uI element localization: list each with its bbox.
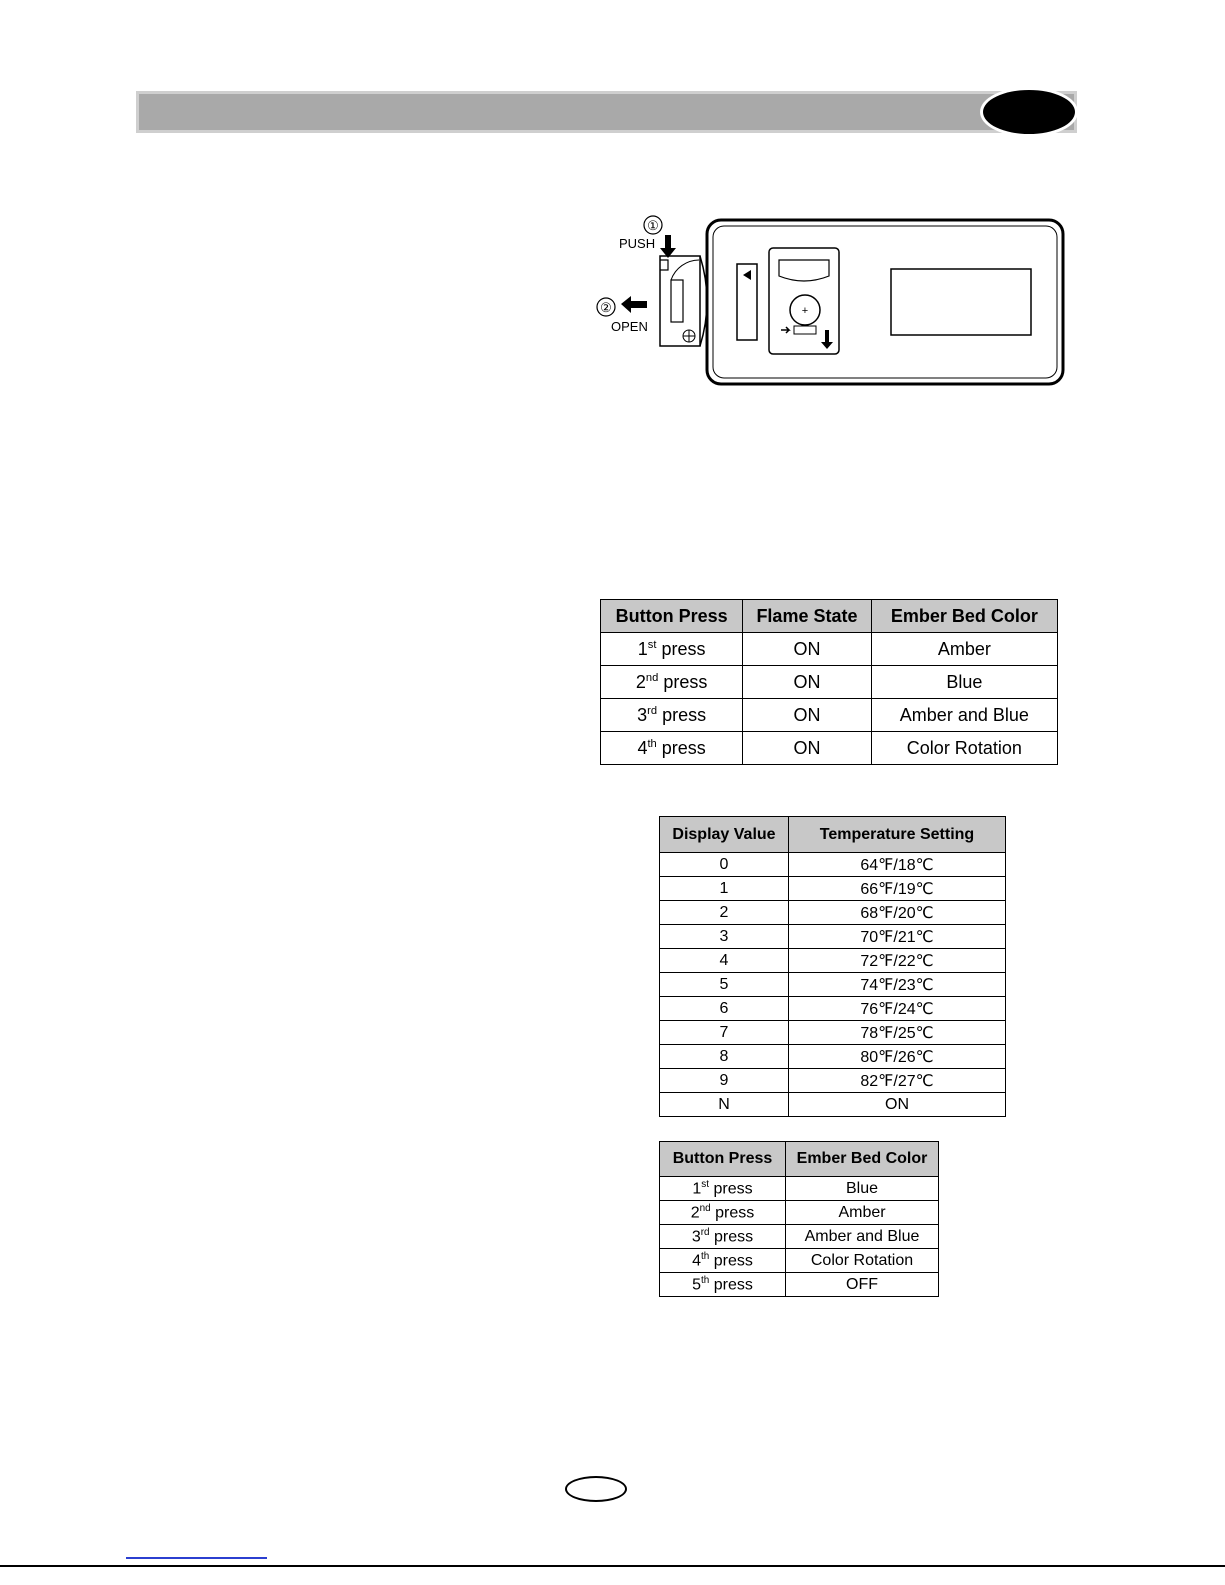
temperature-table [659,816,1006,1117]
flame-state-table [600,599,1058,765]
ember-bed-table [659,1141,939,1297]
table-header: Button Press [601,600,743,633]
table-row: 2nd press ON Blue [601,666,1058,699]
table-header: Ember Bed Color [786,1142,939,1177]
table-row: 3rd press ON Amber and Blue [601,699,1058,732]
footer-link-underline[interactable] [126,1557,267,1559]
page-number-oval [565,1476,627,1502]
display-window [891,269,1031,335]
section-header-bar [136,91,1077,133]
triangle-icon [743,270,751,280]
remote-body-outline [707,220,1063,384]
table-row: 0 64℉/18℃ [660,853,1006,877]
table-header: Display Value [660,817,789,853]
push-arrow-icon [660,235,676,258]
remote-battery-figure [585,208,1085,403]
table-row: 5th press OFF [660,1273,939,1297]
table-row: 9 82℉/27℃ [660,1069,1006,1093]
section-number-oval [980,87,1078,137]
table-row: 8 80℉/26℃ [660,1045,1006,1069]
table-row: 2 68℉/20℃ [660,901,1006,925]
table-row: 4th press ON Color Rotation [601,732,1058,765]
open-down-arrow-icon [821,330,833,349]
table-header: Flame State [743,600,871,633]
table-row: 1st press Blue [660,1177,939,1201]
step1-number: ① [647,218,659,233]
table-row: 4th press Color Rotation [660,1249,939,1273]
push-label: PUSH [619,236,656,251]
footer-rule [0,1565,1225,1567]
table-row: 3rd press Amber and Blue [660,1225,939,1249]
open-label: OPEN [611,319,648,334]
table-row: 3 70℉/21℃ [660,925,1006,949]
remote-battery-diagram [585,208,1085,403]
plus-sign: + [801,305,809,317]
table-header: Ember Bed Color [871,600,1057,633]
table-header: Temperature Setting [789,817,1006,853]
table-row: 1 66℉/19℃ [660,877,1006,901]
table-row: 2nd press Amber [660,1201,939,1225]
table-row: 7 78℉/25℃ [660,1021,1006,1045]
open-arrow-icon [621,296,647,313]
table-row: 4 72℉/22℃ [660,949,1006,973]
step2-number: ② [600,300,612,315]
table-row: 5 74℉/23℃ [660,973,1006,997]
table-row: N ON [660,1093,1006,1117]
table-header: Button Press [660,1142,786,1177]
remote-body-inner [713,226,1057,378]
new-arrow-icon [781,327,789,333]
table-row: 1st press ON Amber [601,633,1058,666]
table-row: 6 76℉/24℃ [660,997,1006,1021]
